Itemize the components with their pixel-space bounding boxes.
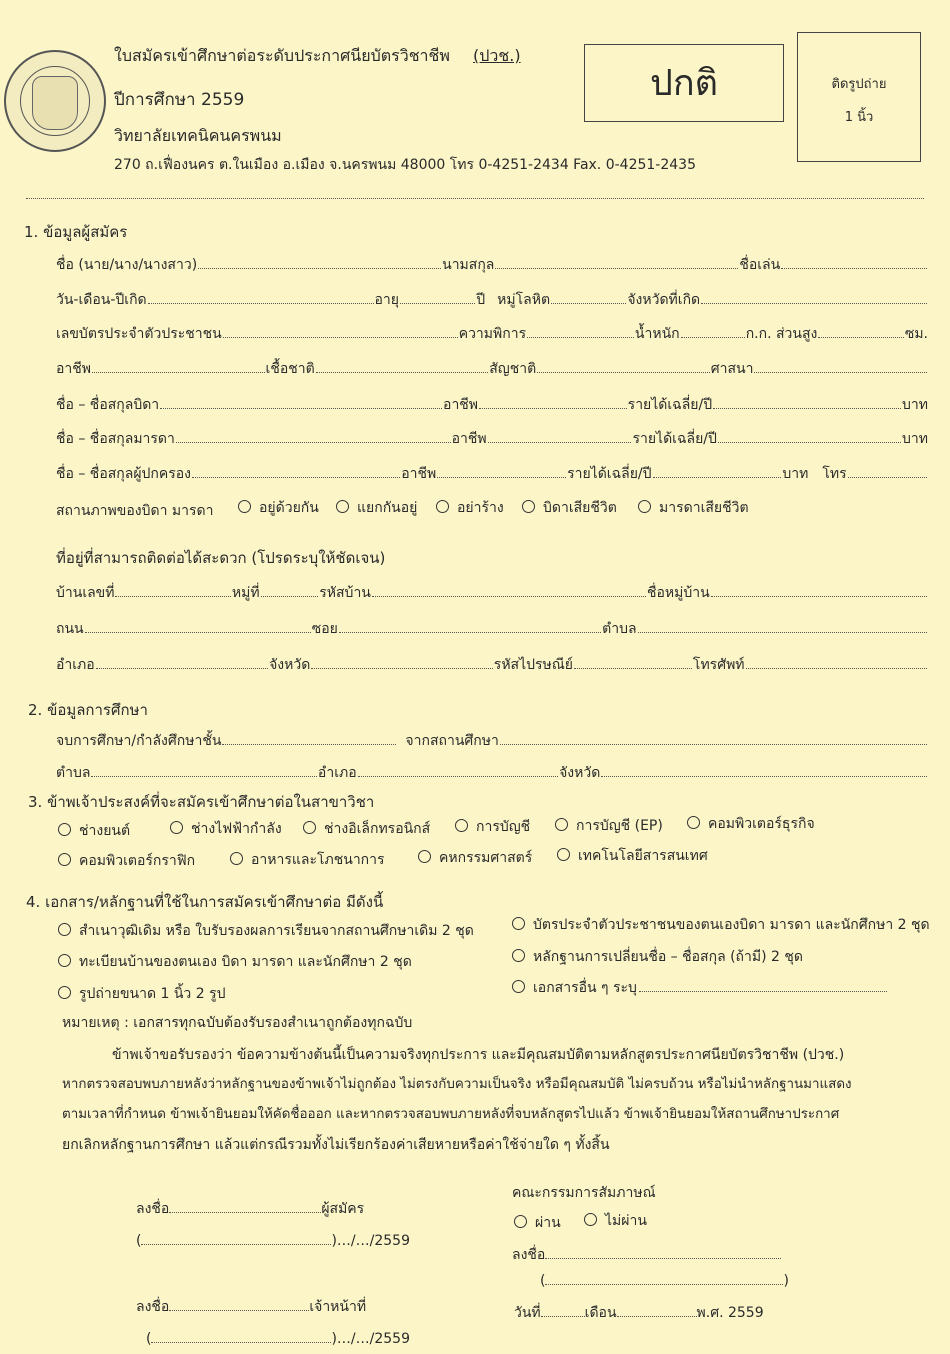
college-address: 270 ถ.เฟื่องนคร ต.ในเมือง อ.เมือง จ.นครพนม 48000 โทร 0-4251-2434 Fax. 0-4251-2435	[114, 157, 696, 173]
radio-icon	[58, 923, 71, 936]
education-row-1: จบการศึกษา/กำลังศึกษาชั้น จากสถานศึกษา	[56, 730, 928, 752]
radio-icon	[336, 500, 349, 513]
radio-icon	[418, 850, 431, 863]
height-field[interactable]	[818, 325, 903, 338]
postcode-field[interactable]	[574, 656, 692, 669]
village-field[interactable]	[711, 584, 927, 597]
photo-label: ติดรูปถ่าย	[831, 77, 887, 92]
document-option[interactable]: บัตรประจำตัวประชาชนของตนเองบิดา มารดา และนักศึกษา 2 ชุด	[512, 914, 930, 936]
officer-printed-name-field[interactable]	[151, 1330, 331, 1343]
guardian-row: ชื่อ – ชื่อสกุลผู้ปกครอง อาชีพ รายได้เฉลี่ย/ปี บาท โทร	[56, 463, 928, 485]
guardian-tel-field[interactable]	[848, 465, 927, 478]
mother-row: ชื่อ – ชื่อสกุลมารดา อาชีพ รายได้เฉลี่ย/ปี บาท	[56, 431, 928, 447]
address-heading: ที่อยู่ที่สามารถติดต่อได้สะดวก (โปรดระบุให้ชัดเจน)	[56, 549, 386, 567]
document-option[interactable]: หลักฐานการเปลี่ยนชื่อ – ชื่อสกุล (ถ้ามี) 2 ชุด	[512, 946, 803, 968]
photo-box[interactable]	[797, 32, 921, 162]
race-field[interactable]	[316, 360, 489, 373]
nickname-field[interactable]	[781, 256, 927, 269]
section3-heading: 3. ข้าพเจ้าประสงค์ที่จะสมัครเข้าศึกษาต่อในสาขาวิชา	[28, 793, 375, 811]
committee-printed-name-field[interactable]	[545, 1272, 783, 1285]
road-field[interactable]	[85, 620, 311, 633]
fail-option[interactable]: ไม่ผ่าน	[584, 1210, 647, 1232]
major-option[interactable]: การบัญชี (EP)	[555, 815, 663, 837]
major-option[interactable]: การบัญชี	[455, 816, 530, 838]
form-title-abbr: (ปวช.)	[473, 46, 521, 65]
parent-status-option[interactable]: บิดาเสียชีวิต	[522, 497, 617, 519]
parent-status-option[interactable]: อย่าร้าง	[436, 497, 504, 519]
phone-field[interactable]	[746, 656, 927, 669]
radio-icon	[238, 500, 251, 513]
radio-icon	[512, 917, 525, 930]
day-field[interactable]	[541, 1304, 585, 1317]
major-option[interactable]: คอมพิวเตอร์ธุรกิจ	[687, 813, 815, 835]
header-divider	[26, 198, 924, 199]
address-row-2: ถนน ซอย ตำบล	[56, 618, 928, 640]
house-no-field[interactable]	[115, 584, 230, 597]
father-name-field[interactable]	[160, 396, 442, 409]
committee-date: วันที่ เดือน พ.ศ. 2559	[514, 1305, 764, 1321]
school-tambon-field[interactable]	[91, 764, 317, 777]
radio-icon	[58, 986, 71, 999]
form-title: ใบสมัครเข้าศึกษาต่อระดับประกาศนียบัตรวิชาชีพ (ปวช.)	[114, 46, 521, 65]
month-field[interactable]	[617, 1304, 697, 1317]
soi-field[interactable]	[339, 620, 601, 633]
major-option[interactable]: ช่างไฟฟ้ากำลัง	[170, 818, 282, 840]
major-option[interactable]: คหกรรมศาสตร์	[418, 847, 532, 869]
moo-field[interactable]	[261, 584, 319, 597]
age-field[interactable]	[400, 291, 475, 304]
radio-icon	[303, 821, 316, 834]
radio-icon	[557, 848, 570, 861]
officer-signature-field[interactable]	[169, 1298, 309, 1311]
disability-field[interactable]	[527, 325, 634, 338]
committee-heading: คณะกรรมการสัมภาษณ์	[512, 1185, 656, 1201]
idcard-row: เลขบัตรประจำตัวประชาชน ความพิการ น้ำหนัก ก.ก. ส่วนสูง ซม.	[56, 326, 928, 342]
document-option[interactable]: เอกสารอื่น ๆ ระบุ	[512, 977, 887, 999]
committee-signature-field[interactable]	[545, 1246, 781, 1259]
school-field[interactable]	[500, 732, 927, 745]
photo-size: 1 นิ้ว	[844, 110, 874, 125]
weight-field[interactable]	[681, 325, 745, 338]
parent-status-option[interactable]: แยกกันอยู่	[336, 497, 417, 519]
academic-year: ปีการศึกษา 2559	[114, 90, 245, 110]
declaration-line: ยกเลิกหลักฐานการศึกษา แล้วแต่กรณีรวมทั้งไม่เรียกร้องค่าเสียหายหรือค่าใช้จ่ายใด ๆ ทั้งสิ้น	[62, 1137, 610, 1153]
radio-icon	[687, 816, 700, 829]
address-row-1: บ้านเลขที่ หมู่ที่ รหัสบ้าน ชื่อหมู่บ้าน	[56, 582, 928, 604]
guardian-job-field[interactable]	[437, 465, 566, 478]
surname-field[interactable]	[495, 256, 738, 269]
applicant-signature-field[interactable]	[169, 1200, 321, 1213]
blood-field[interactable]	[551, 291, 626, 304]
section2-heading: 2. ข้อมูลการศึกษา	[28, 701, 148, 719]
major-option[interactable]: ช่างอิเล็กทรอนิกส์	[303, 818, 430, 840]
officer-name-date: ( )…/…/2559	[146, 1331, 410, 1347]
major-option[interactable]: คอมพิวเตอร์กราฟิก	[58, 850, 195, 872]
status-text: ปกติ	[649, 63, 719, 104]
birth-province-field[interactable]	[701, 291, 927, 304]
major-option[interactable]: เทคโนโลยีสารสนเทศ	[557, 845, 708, 867]
idcard-field[interactable]	[223, 325, 458, 338]
documents-note: หมายเหตุ : เอกสารทุกฉบับต้องรับรองสำเนาถูกต้องทุกฉบับ	[62, 1015, 413, 1031]
document-option[interactable]: สำเนาวุฒิเดิม หรือ ใบรับรองผลการเรียนจากสถานศึกษาเดิม 2 ชุด	[58, 920, 474, 942]
radio-icon	[584, 1213, 597, 1226]
father-row: ชื่อ – ชื่อสกุลบิดา อาชีพ รายได้เฉลี่ย/ปี บาท	[56, 397, 928, 413]
section4-heading: 4. เอกสาร/หลักฐานที่ใช้ในการสมัครเข้าศึกษาต่อ มีดังนี้	[26, 893, 384, 911]
committee-signature: ลงชื่อ	[512, 1244, 781, 1266]
committee-name: ( )	[540, 1273, 789, 1289]
guardian-income-field[interactable]	[653, 465, 782, 478]
officer-signature: ลงชื่อ เจ้าหน้าที่	[136, 1299, 367, 1315]
radio-icon	[512, 980, 525, 993]
radio-icon	[522, 500, 535, 513]
name-field[interactable]	[198, 256, 441, 269]
parent-status-option[interactable]: อยู่ด้วยกัน	[238, 497, 319, 519]
declaration-line: ข้าพเจ้าขอรับรองว่า ข้อความข้างต้นนี้เป็นความจริงทุกประการ และมีคุณสมบัติตามหลักสูตรประกาศนียบัตรวิชาชีพ (ปวช.)	[112, 1047, 845, 1063]
radio-icon	[514, 1215, 527, 1228]
education-row-2: ตำบล อำเภอ จังหวัด	[56, 762, 928, 784]
declaration-line: ตามเวลาที่กำหนด ข้าพเจ้ายินยอมให้คัดชื่อออก และหากตรวจสอบพบภายหลังที่จบหลักสูตรไปแล้ว ข้าพเจ้ายินยอมให้สถานศึกษาประกาศ	[62, 1107, 840, 1122]
mother-income-field[interactable]	[718, 430, 901, 443]
applicant-name-date: ( )…/…/2559	[136, 1233, 410, 1249]
radio-icon	[512, 949, 525, 962]
school-province-field[interactable]	[601, 764, 927, 777]
radio-icon	[58, 954, 71, 967]
radio-icon	[555, 818, 568, 831]
tambon-field[interactable]	[638, 620, 927, 633]
major-option[interactable]: อาหารและโภชนาการ	[230, 849, 385, 871]
grade-field[interactable]	[222, 732, 396, 745]
document-option[interactable]: รูปถ่ายขนาด 1 นิ้ว 2 รูป	[58, 983, 226, 1005]
radio-icon	[455, 819, 468, 832]
dob-row: วัน-เดือน-ปีเกิด อายุ ปี หมู่โลหิต จังหวัดที่เกิด	[56, 289, 928, 311]
religion-field[interactable]	[754, 360, 927, 373]
amphoe-field[interactable]	[96, 656, 268, 669]
father-income-field[interactable]	[713, 396, 901, 409]
guardian-name-field[interactable]	[192, 465, 400, 478]
dob-field[interactable]	[148, 291, 374, 304]
father-job-field[interactable]	[479, 396, 627, 409]
address-row-3: อำเภอ จังหวัด รหัสไปรษณีย์ โทรศัพท์	[56, 654, 928, 676]
parent-status-option[interactable]: มารดาเสียชีวิต	[638, 497, 749, 519]
status-box	[584, 44, 784, 122]
province-field[interactable]	[311, 656, 492, 669]
radio-icon	[230, 852, 243, 865]
radio-icon	[58, 823, 71, 836]
document-option[interactable]: ทะเบียนบ้านของตนเอง บิดา มารดา และนักศึกษา 2 ชุด	[58, 951, 412, 973]
pass-option[interactable]: ผ่าน	[514, 1212, 561, 1234]
other-document-field[interactable]	[639, 979, 887, 992]
name-row: ชื่อ (นาย/นาง/นางสาว) นามสกุล ชื่อเล่น	[56, 254, 928, 276]
mother-job-field[interactable]	[488, 430, 632, 443]
applicant-signature: ลงชื่อ ผู้สมัคร	[136, 1201, 365, 1217]
occupation-row: อาชีพ เชื้อชาติ สัญชาติ ศาสนา	[56, 358, 928, 380]
major-option[interactable]: ช่างยนต์	[58, 820, 130, 842]
vocational-education-seal-icon	[4, 50, 106, 152]
occupation-field[interactable]	[92, 360, 265, 373]
section1-heading: 1. ข้อมูลผู้สมัคร	[24, 223, 128, 241]
house-code-field[interactable]	[372, 584, 646, 597]
college-name: วิทยาลัยเทคนิคนครพนม	[114, 126, 282, 145]
parent-status-label: สถานภาพของบิดา มารดา	[56, 503, 214, 519]
radio-icon	[58, 853, 71, 866]
applicant-printed-name-field[interactable]	[141, 1232, 331, 1245]
declaration-line: หากตรวจสอบพบภายหลังว่าหลักฐานของข้าพเจ้าไม่ถูกต้อง ไม่ตรงกับความเป็นจริง หรือมีคุณสมบัติ ไม่ครบถ้วน หรือไม่นำหลักฐานมาแสดง	[62, 1077, 852, 1092]
radio-icon	[638, 500, 651, 513]
mother-name-field[interactable]	[176, 430, 451, 443]
nationality-field[interactable]	[537, 360, 710, 373]
radio-icon	[170, 821, 183, 834]
school-amphoe-field[interactable]	[358, 764, 558, 777]
radio-icon	[436, 500, 449, 513]
